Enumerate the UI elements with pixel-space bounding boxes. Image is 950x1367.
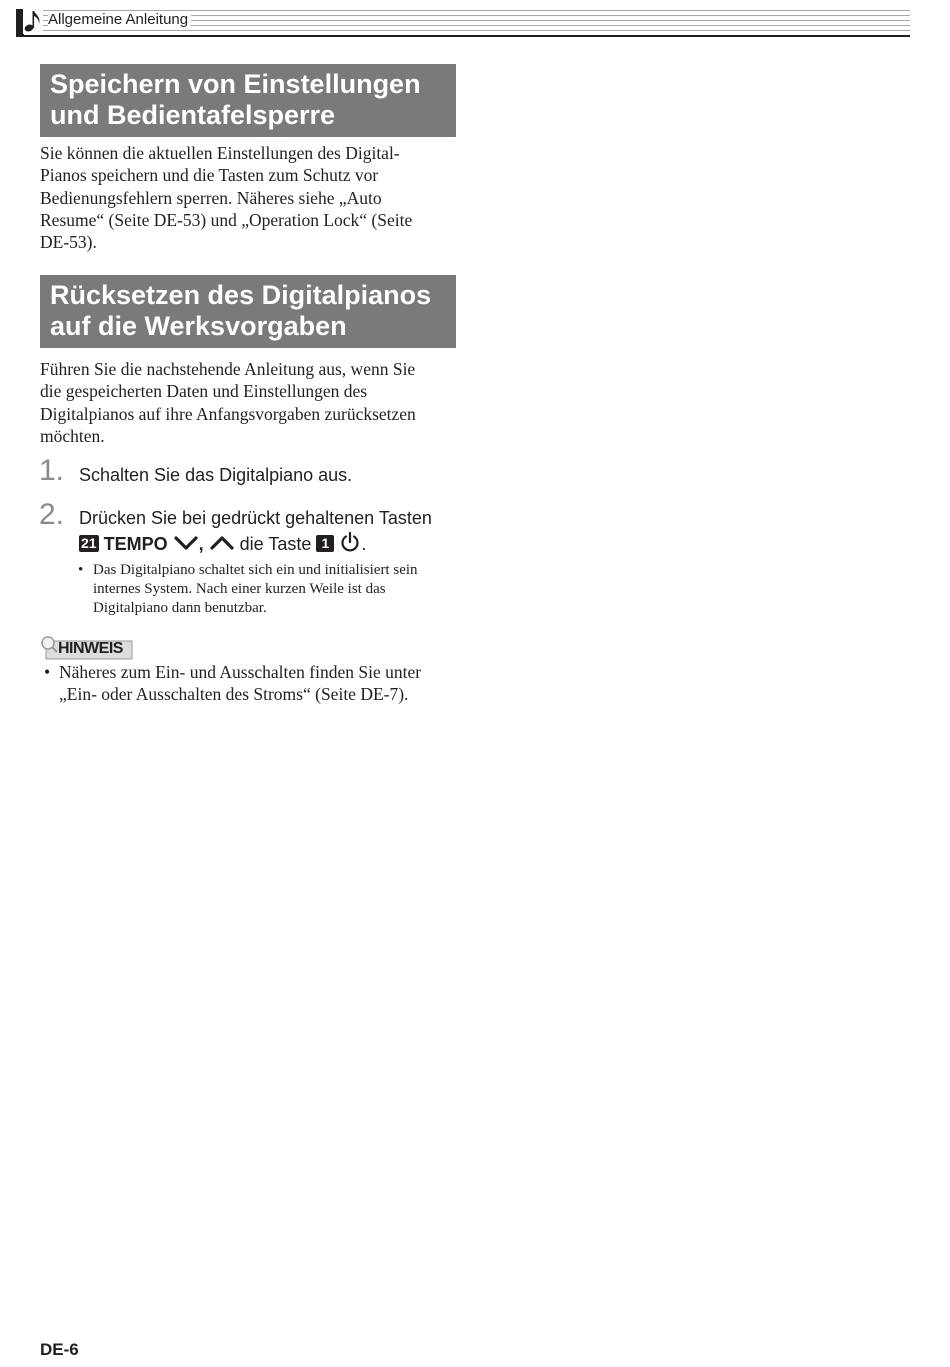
bullet-dot: • [78,562,84,578]
section-heading-factory-reset [40,275,456,348]
key-name: TEMPO [103,534,168,554]
step-sub-bullet [78,561,418,618]
heading-line: und Bedientafelsperre [50,100,336,130]
paragraph-line: Resume“ (Seite DE-53) und „Operation Lock“ (Seite [40,209,413,230]
sub-bullet-line: Digitalpiano dann benutzbar. [93,600,267,616]
step-number: 2. [39,498,65,531]
key-number-badge: 1 [316,535,334,552]
paragraph-line: Pianos speichern und die Tasten zum Schutz vor [40,165,379,186]
running-header-title: Allgemeine Anleitung [48,11,191,29]
paragraph-line: Bedienungsfehlern sperren. Näheres siehe „Auto [40,187,382,208]
paragraph-line: Digitalpianos auf ihre Anfangsvorgaben zurücksetzen [40,403,416,424]
hint-label: HINWEIS [58,640,123,657]
step-middle-text: die Taste [239,534,312,554]
key-separator: , [198,534,204,554]
step-key-instruction [79,531,366,557]
music-note-icon [23,8,43,34]
paragraph-line: möchten. [40,425,105,446]
section2-paragraph [40,358,460,447]
hint-bullet-line: „Ein- oder Ausschalten des Stroms“ (Seite DE-7). [59,684,409,704]
step-number: 1. [39,454,65,487]
paragraph-line: Sie können die aktuellen Einstellungen des Digital- [40,143,400,163]
heading-line: Rücksetzen des Digitalpianos [50,280,432,310]
section-heading-save-settings [40,64,456,137]
heading-line: Speichern von Einstellungen [50,69,421,99]
page-number: DE-6 [40,1340,79,1359]
chevron-up-icon [209,533,235,553]
power-icon [339,531,361,553]
sub-bullet-line: internes System. Nach einer kurzen Weile ist das [93,581,386,597]
step-text: Schalten Sie das Digitalpiano aus. [79,465,353,485]
hint-bullet [44,661,421,705]
chevron-down-icon [173,533,199,553]
step-text: Drücken Sie bei gedrückt gehaltenen Tasten [79,508,432,528]
section1-paragraph [40,142,460,253]
heading-line: auf die Werksvorgaben [50,311,347,341]
paragraph-line: DE-53). [40,232,97,253]
step-end-punctuation: . [361,534,367,554]
hint-bullet-line: Näheres zum Ein- und Ausschalten finden Sie unter [59,662,422,682]
key-number-badge: 21 [81,535,97,551]
paragraph-line: die gespeicherten Daten und Einstellungen des [40,381,368,402]
bullet-dot: • [44,662,51,682]
sub-bullet-line: Das Digitalpiano schaltet sich ein und initialisiert sein [93,562,418,578]
paragraph-line: Führen Sie die nachstehende Anleitung aus, wenn Sie [40,359,416,379]
